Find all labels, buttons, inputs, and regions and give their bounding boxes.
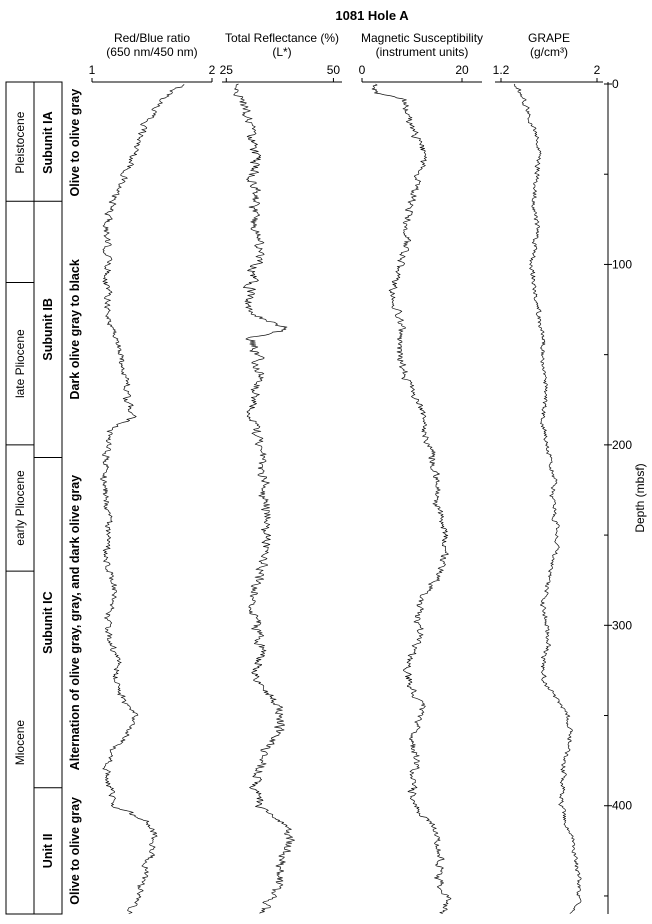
panel-red-blue-tick-label-0: 1 <box>88 63 96 77</box>
age-label-3: Miocene <box>13 719 27 766</box>
depth-axis-label: Depth (mbsf) <box>633 463 647 533</box>
panel-grape-series-line <box>514 84 581 914</box>
panel-reflectance-series-line <box>234 84 295 914</box>
panel-grape <box>493 31 603 914</box>
panel-red-blue <box>89 31 216 914</box>
chart-title: 1081 Hole A <box>335 8 409 23</box>
unit-column <box>34 82 62 914</box>
age-label-1: late Pliocene <box>13 329 27 399</box>
panel-red-blue-header-0: Red/Blue ratio <box>113 31 191 45</box>
panel-reflectance-tick-label-1: 50 <box>326 63 341 77</box>
panel-reflectance <box>220 31 342 914</box>
panel-magsus-tick-label-1: 20 <box>455 63 469 77</box>
unit-label-0: Subunit IA <box>41 111 55 174</box>
panel-reflectance-tick-label-0: 25 <box>219 63 233 77</box>
panel-reflectance-header-0: Total Reflectance (%) <box>224 31 340 45</box>
depth-tick-label-2: 200 <box>612 437 633 452</box>
panel-red-blue-header-1: (650 nm/450 nm) <box>106 45 198 59</box>
panel-red-blue-tick-label-1: 2 <box>208 63 216 77</box>
panel-grape-tick-label-1: 2 <box>593 63 601 77</box>
panel-reflectance-header-1: (L*) <box>272 45 292 59</box>
unit-label-2: Subunit IC <box>41 591 55 654</box>
lithology-label-2: Alternation of olive gray, gray, and dark olive gray <box>68 474 82 771</box>
panel-grape-header-1: (g/cm³) <box>530 45 568 59</box>
unit-column-frame <box>34 82 62 914</box>
panel-grape-header-0: GRAPE <box>527 31 571 45</box>
lithology-label-3: Olive to olive gray <box>68 797 82 905</box>
panel-magsus-tick-label-0: 0 <box>358 63 366 77</box>
depth-tick-label-0: 0 <box>612 77 619 91</box>
panel-grape-tick-label-0: 1.2 <box>492 63 510 77</box>
lithology-label-1: Dark olive gray to black <box>68 259 82 400</box>
lithology-labels <box>68 89 82 905</box>
depth-tick-label-1: 100 <box>612 257 633 272</box>
age-label-0: Pleistocene <box>13 111 27 174</box>
panel-magsus <box>359 31 483 914</box>
depth-tick-label-4: 400 <box>612 798 633 813</box>
data-panels <box>89 31 603 914</box>
unit-label-1: Subunit IB <box>41 298 55 361</box>
depth-axis <box>604 77 647 914</box>
panel-red-blue-series-line <box>100 84 184 914</box>
panel-magsus-series-line <box>372 84 451 914</box>
depth-tick-label-3: 300 <box>612 618 633 633</box>
age-column <box>6 82 34 914</box>
lithology-label-0: Olive to olive gray <box>68 88 82 197</box>
panel-magsus-header-1: (instrument units) <box>375 45 469 59</box>
panel-magsus-header-0: Magnetic Susceptibility <box>360 31 484 45</box>
unit-label-3: Unit II <box>41 833 55 869</box>
age-label-2: early Pliocene <box>13 470 27 546</box>
